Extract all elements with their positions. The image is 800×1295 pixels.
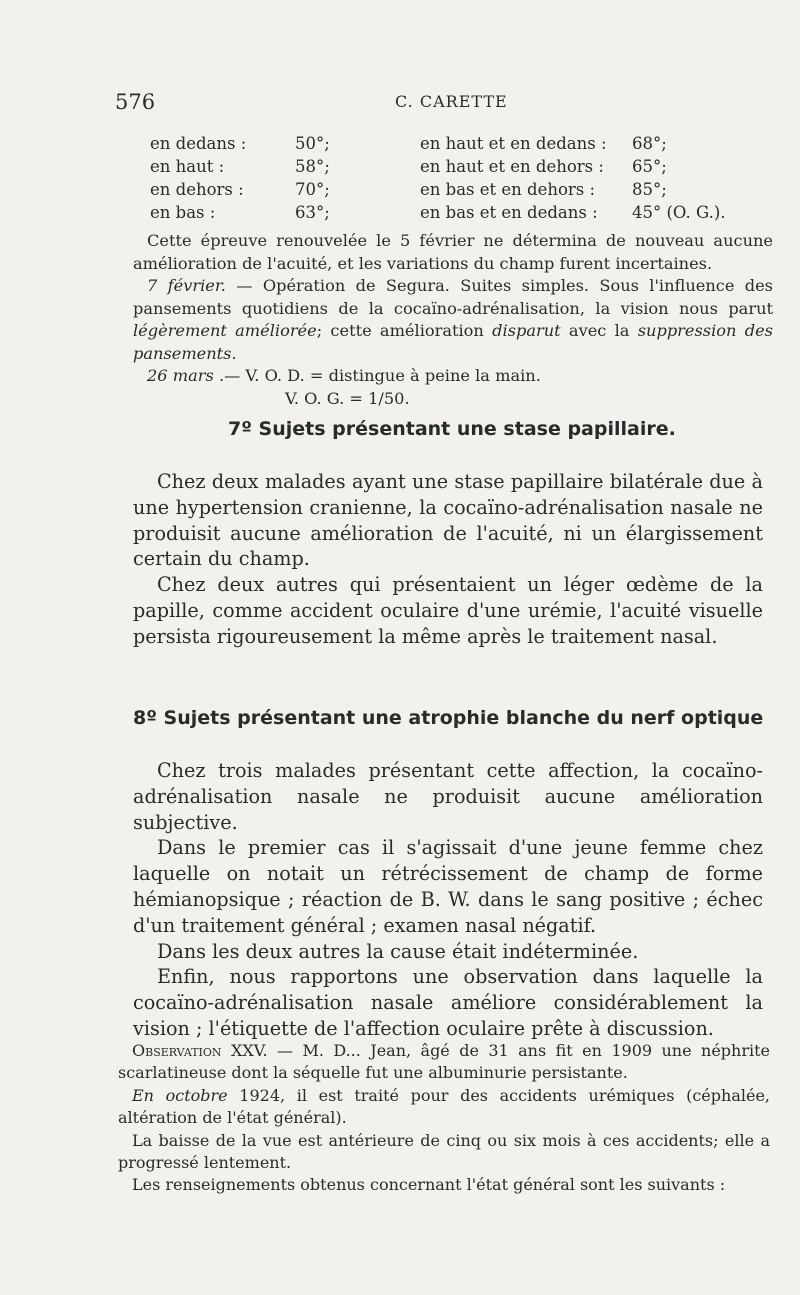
case-paragraph: V. O. G. = 1/50. — [285, 388, 410, 408]
observation-paragraph: En octobre 1924, il est traité pour des accidents urémiques (céphalée, altération de l'état général). — [118, 1085, 770, 1128]
measurement-right-value: 68°; — [632, 134, 667, 153]
case-notes — [133, 230, 773, 410]
body-paragraph: Chez deux malades ayant une stase papillaire bilatérale due à une hypertension cranienne, la cocaïno-adrénalisation nasale ne produisit aucune amélioration de l'acuité, ni un élargissement certain du champ. — [133, 470, 763, 571]
body-paragraph: Chez trois malades présentant cette affection, la cocaïno-adrénalisation nasale ne produisit aucune amélioration subjective. — [133, 759, 763, 834]
observation-label: Observation XXV. — [132, 1041, 268, 1060]
measurement-left-label: en dehors : — [150, 180, 244, 199]
case-date: 7 février. — [147, 276, 226, 295]
case-paragraph: 26 mars .— V. O. D. = distingue à peine la main. — [147, 366, 541, 385]
body-paragraph: Chez deux autres qui présentaient un léger œdème de la papille, comme accident oculaire d'une urémie, l'acuité visuelle persista rigoureusement la même après le traitement nasal. — [133, 573, 763, 648]
observation-block — [118, 1040, 770, 1197]
measurement-right-label: en bas et en dehors : — [420, 180, 596, 199]
emphasis: disparut — [492, 321, 561, 340]
measurement-right-value: 45° (O. G.). — [632, 203, 726, 222]
measurement-left-value: 58°; — [295, 157, 330, 176]
section-body — [133, 758, 763, 1042]
measurement-right-value: 85°; — [632, 180, 667, 199]
body-paragraph: Dans les deux autres la cause était indéterminée. — [157, 939, 639, 963]
section-heading: 7º Sujets présentant une stase papillaire. — [228, 418, 676, 440]
measurement-left-value: 50°; — [295, 134, 330, 153]
emphasis: suppression des pansements. — [133, 321, 773, 363]
case-paragraph: 7 février. — Opération de Segura. Suites simples. Sous l'influence des pansements quotidiens de la cocaïno-adrénalisation, la vision nous parut légèrement améliorée; cette amélioration disparut avec la suppression des pansements. — [133, 276, 773, 363]
measurement-left-label: en bas : — [150, 203, 216, 222]
measurement-right-value: 65°; — [632, 157, 667, 176]
case-date: 26 mars — [147, 366, 214, 385]
body-paragraph: Dans le premier cas il s'agissait d'une jeune femme chez laquelle on notait un rétrécissement de champ de forme hémianopsique ; réaction de B. W. dans le sang positive ; échec d'un traitement général ; examen nasal négatif. — [133, 836, 763, 937]
measurement-left-label: en haut : — [150, 157, 225, 176]
page-number: 576 — [115, 90, 156, 114]
measurement-right-label: en haut et en dehors : — [420, 157, 604, 176]
measurement-left-label: en dedans : — [150, 134, 247, 153]
body-paragraph: Enfin, nous rapportons une observation dans laquelle la cocaïno-adrénalisation nasale améliore considérablement la vision ; l'étiquette de l'affection oculaire prête à discussion. — [133, 965, 763, 1040]
measurement-right-label: en haut et en dedans : — [420, 134, 607, 153]
section-heading: 8º Sujets présentant une atrophie blanche du nerf optique — [133, 707, 764, 729]
observation-paragraph: La baisse de la vue est antérieure de cinq ou six mois à ces accidents; elle a progressé lentement. — [118, 1130, 770, 1173]
measurement-left-value: 63°; — [295, 203, 330, 222]
case-paragraph: Cette épreuve renouvelée le 5 février ne détermina de nouveau aucune amélioration de l'acuité, et les variations du champ furent incertaines. — [133, 231, 773, 273]
observation-date: En octobre — [132, 1085, 228, 1105]
page-header — [115, 90, 775, 118]
observation-paragraph: Les renseignements obtenus concernant l'état général sont les suivants : — [132, 1175, 726, 1195]
observation-paragraph: Observation XXV. — M. D... Jean, âgé de 31 ans fit en 1909 une néphrite scarlatineuse dont la séquelle fut une albuminurie persistante. — [118, 1041, 770, 1083]
running-title: C. CARETTE — [395, 92, 508, 111]
emphasis: légèrement améliorée — [133, 321, 317, 340]
measurement-right-label: en bas et en dedans : — [420, 203, 598, 222]
measurement-left-value: 70°; — [295, 180, 330, 199]
section-body — [133, 469, 763, 650]
